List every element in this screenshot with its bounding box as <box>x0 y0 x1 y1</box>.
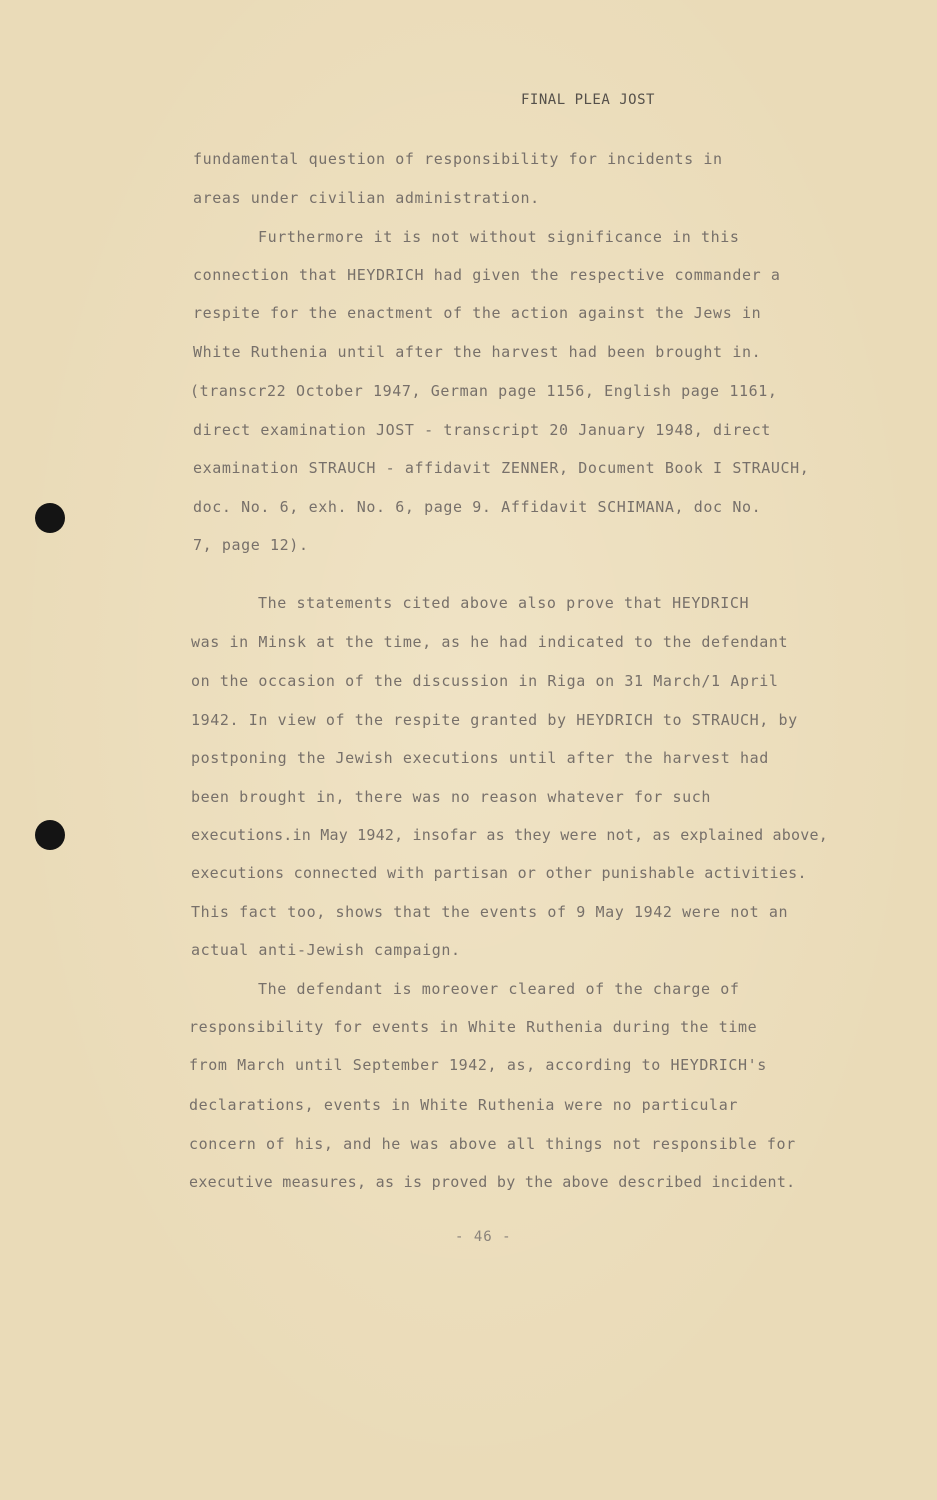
text-line: executions connected with partisan or other punishable activities. <box>191 864 807 882</box>
text-line: on the occasion of the discussion in Riga on 31 March/1 April <box>191 672 779 690</box>
text-line: areas under civilian administration. <box>193 189 540 207</box>
text-line: The defendant is moreover cleared of the charge of <box>258 980 740 998</box>
text-line: 7, page 12). <box>193 536 309 554</box>
text-line: executions.in May 1942, insofar as they were not, as explained above, <box>191 826 828 844</box>
text-line: examination STRAUCH - affidavit ZENNER, Document Book I STRAUCH, <box>193 459 810 477</box>
page-header: FINAL PLEA JOST <box>521 92 655 108</box>
text-line: was in Minsk at the time, as he had indicated to the defendant <box>191 633 789 651</box>
text-line: been brought in, there was no reason whatever for such <box>191 788 712 806</box>
text-line: postponing the Jewish executions until after the harvest had <box>191 749 769 767</box>
punch-hole <box>35 503 65 533</box>
text-line: connection that HEYDRICH had given the respective commander a <box>193 266 781 284</box>
text-line: This fact too, shows that the events of 9 May 1942 were not an <box>191 903 789 921</box>
text-line: direct examination JOST - transcript 20 January 1948, direct <box>193 421 771 439</box>
text-line: respite for the enactment of the action against the Jews in <box>193 304 762 322</box>
page-number: - 46 - <box>455 1229 512 1245</box>
text-line: from March until September 1942, as, according to HEYDRICH's <box>189 1056 767 1074</box>
text-line: Furthermore it is not without significance in this <box>258 228 740 246</box>
text-line: executive measures, as is proved by the above described incident. <box>189 1173 796 1191</box>
text-line: concern of his, and he was above all things not responsible for <box>189 1135 796 1153</box>
text-line: The statements cited above also prove that HEYDRICH <box>258 594 750 612</box>
text-line: fundamental question of responsibility for incidents in <box>193 150 723 168</box>
text-line: responsibility for events in White Ruthenia during the time <box>189 1018 758 1036</box>
text-line: 1942. In view of the respite granted by HEYDRICH to STRAUCH, by <box>191 711 798 729</box>
text-line: White Ruthenia until after the harvest had been brought in. <box>193 343 762 361</box>
text-line: doc. No. 6, exh. No. 6, page 9. Affidavit SCHIMANA, doc No. <box>193 498 762 516</box>
text-line: (transcr22 October 1947, German page 1156, English page 1161, <box>190 382 778 400</box>
punch-hole <box>35 820 65 850</box>
text-line: declarations, events in White Ruthenia were no particular <box>189 1096 738 1114</box>
text-line: actual anti-Jewish campaign. <box>191 941 461 959</box>
